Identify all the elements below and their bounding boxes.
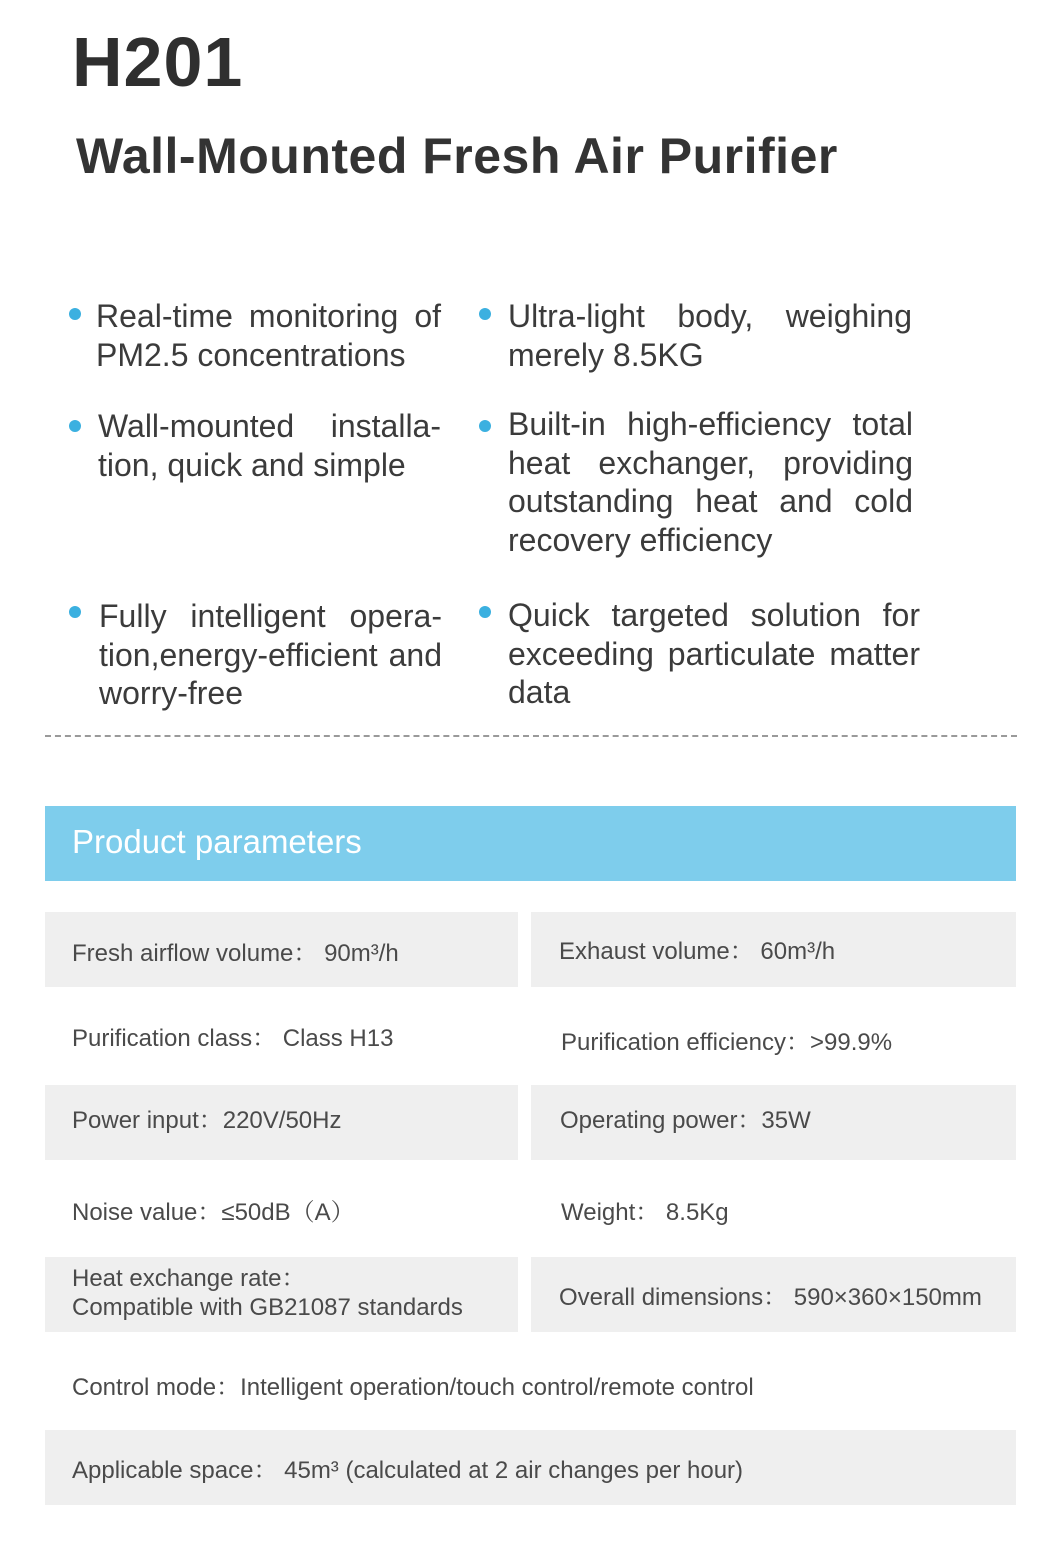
feature-text: Built-in high-efficiency total heat exchanger, providing outstanding heat and cold recovery efficiency <box>508 406 913 558</box>
bullet-dot-icon <box>69 308 81 320</box>
bullet-dot-icon <box>69 420 81 432</box>
feature-item <box>508 596 920 712</box>
param-heat-exchange-label: Heat exchange rate： <box>72 1265 306 1292</box>
feature-text: Fully intelligent opera-tion,energy-efficient and worry-free <box>99 598 442 711</box>
param-power-input: Power input：220V/50Hz <box>72 1107 342 1134</box>
feature-text: Ultra-light body, weighing merely 8.5KG <box>508 298 912 373</box>
param-purification-class: Purification class： Class H13 <box>72 1025 394 1052</box>
feature-item <box>98 407 441 484</box>
param-purification-efficiency: Purification efficiency：>99.9% <box>561 1029 893 1056</box>
parameters-header <box>45 806 1016 881</box>
bullet-dot-icon <box>479 606 491 618</box>
bullet-dot-icon <box>479 420 491 432</box>
product-subtitle: Wall-Mounted Fresh Air Purifier <box>76 128 838 184</box>
param-control-mode: Control mode：Intelligent operation/touch control/remote control <box>72 1374 754 1401</box>
param-exhaust-volume: Exhaust volume： 60m³/h <box>559 938 836 965</box>
param-noise-value: Noise value：≤50dB（A） <box>72 1199 355 1226</box>
feature-item <box>508 405 913 559</box>
bullet-dot-icon <box>69 606 81 618</box>
param-weight: Weight： 8.5Kg <box>561 1199 729 1226</box>
feature-item <box>99 597 442 713</box>
feature-item <box>96 297 441 374</box>
dashed-divider <box>45 735 1017 737</box>
model-title: H201 <box>72 23 244 101</box>
feature-item <box>508 297 912 374</box>
parameters-title: Product parameters <box>72 823 362 860</box>
param-fresh-airflow: Fresh airflow volume： 90m³/h <box>72 940 399 967</box>
feature-text: Quick targeted solution for exceeding particulate matter data <box>508 597 920 710</box>
param-heat-exchange-value: Compatible with GB21087 standards <box>72 1294 463 1321</box>
feature-text: Real-time monitoring of PM2.5 concentrations <box>96 298 441 373</box>
param-overall-dimensions: Overall dimensions： 590×360×150mm <box>559 1284 982 1311</box>
feature-text: Wall-mounted installa-tion, quick and simple <box>98 408 441 483</box>
bullet-dot-icon <box>479 308 491 320</box>
param-operating-power: Operating power：35W <box>560 1107 811 1134</box>
param-applicable-space: Applicable space： 45m³ (calculated at 2 air changes per hour) <box>72 1457 744 1484</box>
